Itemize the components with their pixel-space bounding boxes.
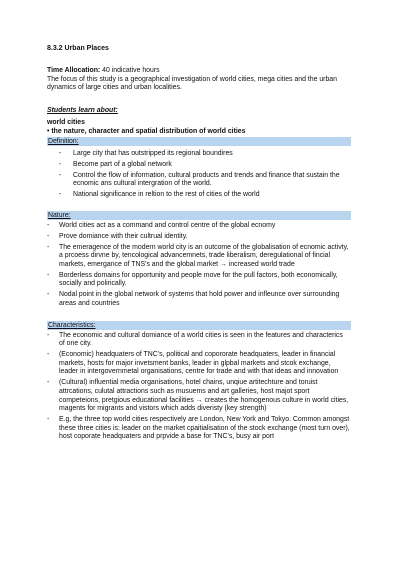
dash-bullet-icon: -: [59, 191, 62, 199]
nature-band: Nature:: [47, 211, 351, 220]
world-cities-heading: world cities: [47, 119, 85, 127]
list-item: - Prove domiance with their cultrual identity.: [47, 232, 188, 240]
list-item: - National significance in reltion to the rest of cities of the world: [59, 191, 260, 199]
focus-text: The focus of this study is a geographical investigation of world cities, mega cities and the urban dynamics of large cities and urban localities.: [47, 75, 337, 92]
dash-bullet-icon: -: [47, 291, 50, 299]
list-item: - Become part of a global network: [59, 160, 172, 168]
definition-list: [59, 150, 350, 200]
list-item: - E.g, the three top world cities respectively are London, New York and Tokyo. Common amongst these three cities is: leader on the market cpaitialisation of the stock exchange (most turn over), host coporate headquaters and prpvide a base for TNC’s, busy air port: [47, 416, 350, 441]
characteristics-band: Characteristics:: [47, 321, 351, 330]
time-allocation: [47, 67, 350, 76]
dash-bullet-icon: -: [47, 243, 50, 251]
dash-bullet-icon: -: [47, 331, 50, 339]
dash-bullet-icon: -: [59, 149, 62, 157]
dash-bullet-icon: -: [47, 221, 50, 229]
dash-bullet-icon: -: [47, 379, 50, 387]
time-allocation-label: Time Allocation:: [47, 67, 101, 74]
section-heading: 8.3.2 Urban Places: [47, 45, 109, 52]
dash-bullet-icon: -: [59, 160, 62, 168]
list-item: - Control the flow of information, cultural products and trends and finance that sustain the ecnomic ans cultural intergration of the world.: [59, 171, 340, 188]
list-item: - The emeragence of the modern world city is an outcome of the globalisation of ecnomic activty, a prcoess dirvne by, tencological advancemnets, trade liberalism, deregulational of fincial markets, emergance of TNS’s and the global market → increased world trade: [47, 243, 349, 268]
characteristics-list: [47, 332, 350, 442]
list-item: - (Cultural) influential media organisations, hotel chains, unqiue artitechture and toruist attrcations, culutal attractions such as musuems and art galleries, host majot sport competeions, pretgious educational facilities → creates the homogenous culture in world cities, magents for migrants and vistors which adds diveristy (key strength): [47, 379, 349, 413]
dash-bullet-icon: -: [47, 416, 50, 424]
list-item: - The economic and cultural domiance of a world cities is seen in the features and characterics of one city.: [47, 331, 343, 348]
dash-bullet-icon: -: [47, 271, 50, 279]
dash-bullet-icon: -: [59, 171, 62, 179]
list-item: - World cities act as a command and control centre of the global ecnomy: [47, 221, 276, 229]
nature-list: [47, 222, 350, 309]
list-item: - Large city that has outstripped its regional boundires: [59, 149, 233, 157]
nature-character-heading: • the nature, character and spatial distribution of world cities: [47, 127, 246, 135]
list-item: - (Economic) headquaters of TNC’s, political and copororate headquaters, leader in financial markets, hosts for major invetsment banks, leader in glpbal markets and stcok exchange, leader in intergovernmetal organisations, centre for trade and with that ideas and innovation: [47, 351, 339, 376]
time-allocation-value: 40 indicative hours: [100, 67, 160, 74]
list-item: - Borderless domains for opportunity and people move for the pull factors, both economically, socially and polirically.: [47, 271, 338, 288]
students-learn-about-heading: Students learn about:: [47, 106, 118, 114]
dash-bullet-icon: -: [47, 351, 50, 359]
list-item: - Nodal point in the global network of systems that hold power and infleunce over surrounding areas and countries: [47, 291, 340, 308]
dash-bullet-icon: -: [47, 232, 50, 240]
definition-band: Definition:: [47, 137, 351, 146]
